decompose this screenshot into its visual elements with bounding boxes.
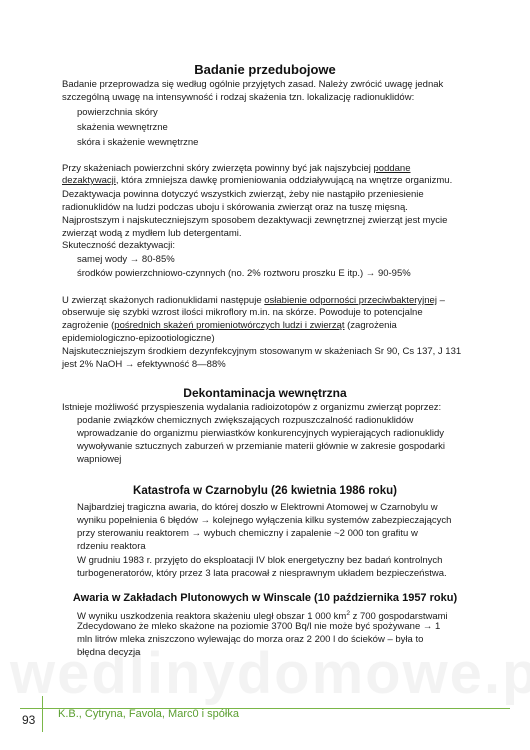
intro-line: szczególną uwagę na intensywność i rodzaj skażenia tzn. lokalizację radionuklidów: — [62, 92, 415, 103]
footer-vertical-divider — [42, 696, 43, 732]
paragraph-line: zwierząt wodą z mydłem lub detergentami. — [62, 228, 242, 239]
effectiveness-item: samej wody → 80-85% — [77, 254, 175, 265]
paragraph-line: rdzeniu reaktora — [77, 541, 146, 552]
paragraph-line: obserwuje się szybki wzrost ilości mikroflory m.in. na skórze. Powoduje to potencjalne — [62, 307, 423, 318]
method-item: wywoływanie sztucznych zaburzeń w przemianie materii głównie w zakresie gospodarki — [77, 441, 446, 452]
paragraph-line: W grudniu 1983 r. przyjęto do eksploatacji IV blok energetyczny bez badań kontrolnych — [77, 555, 443, 566]
footer-authors: K.B., Cytryna, Favola, Marc0 i spółka — [58, 708, 239, 720]
paragraph-line: U zwierząt skażonych radionuklidami następuje osłabienie odporności przeciwbakteryjnej – — [62, 295, 445, 306]
paragraph-line: Zdecydowano że mleko skażone na poziomie 3700 Bq/l nie może być spożywane → 1 — [77, 621, 441, 632]
method-item: podanie związków chemicznych zwiększających rozpuszczalność radionuklidów — [77, 415, 414, 426]
paragraph-line: epidemiologiczno-epizootiologiczne) — [62, 333, 215, 344]
paragraph-line: Przy skażeniach powierzchni skóry zwierzęta powinny być jak najszybciej poddane — [62, 163, 411, 174]
section-title-winscale: Awaria w Zakładach Plutonowych w Winscale (10 października 1957 roku) — [72, 592, 458, 604]
underlined-term: dezaktywacji — [62, 175, 116, 186]
method-item: wprowadzanie do organizmu pierwiastków konkurencyjnych wypierających radionuklidy — [77, 428, 444, 439]
page-number: 93 — [22, 713, 36, 727]
paragraph-line: turbogeneratorów, który przez 3 lata pracował z niesprawnym układem bezpieczeństwa. — [77, 568, 447, 579]
section-title-dekontaminacja: Dekontaminacja wewnętrzna — [183, 386, 347, 400]
section-title-czarnobyl: Katastrofa w Czarnobylu (26 kwietnia 1986 roku) — [133, 485, 397, 497]
location-item: powierzchnia skóry — [77, 107, 158, 118]
paragraph-line: Najbardziej tragiczna awaria, do której doszło w Elektrowni Atomowej w Czarnobylu w — [77, 502, 438, 513]
paragraph-line: Najskuteczniejszym środkiem dezynfekcyjnym stosowanym w skażeniach Sr 90, Cs 137, J 131 — [62, 346, 462, 357]
paragraph-line: dezaktywacji, która zmniejsza dawkę promieniowania oddziaływującą na wnętrze organizmu. — [62, 175, 453, 186]
location-item: skóra i skażenie wewnętrzne — [77, 137, 199, 148]
paragraph-line: błędna decyzja — [77, 647, 141, 658]
paragraph-line: Istnieje możliwość przyspieszenia wydalania radioizotopów z organizmu zwierząt poprzez: — [62, 402, 442, 413]
underlined-term: pośrednich skażeń promieniotwórczych ludzi i zwierząt — [114, 320, 345, 331]
paragraph-line: wyniku popełnienia 6 błędów → kolejnego wyłączenia kilku systemów zabezpieczających — [77, 515, 452, 526]
underlined-term: poddane — [373, 163, 411, 174]
section-title-badanie: Badanie przedubojowe — [194, 62, 336, 77]
intro-line: Badanie przeprowadza się według ogólnie przyjętych zasad. Należy zwrócić uwagę jednak — [62, 79, 444, 90]
underlined-term: osłabienie odporności przeciwbakteryjnej — [264, 295, 437, 306]
effectiveness-item: środków powierzchniowo-czynnych (no. 2% roztworu proszku E itp.) → 90-95% — [77, 268, 411, 279]
paragraph-line: zagrożenie (pośrednich skażeń promieniotwórczych ludzi i zwierząt (zagrożenia — [62, 320, 397, 331]
paragraph-line: przy sterowaniu reaktorem → wybuch chemiczny i zapalenie ~2 000 ton grafitu w — [77, 528, 418, 539]
paragraph-line: jest 2% NaOH → efektywność 8—88% — [62, 359, 226, 370]
paragraph-line: Najprostszym i najskuteczniejszym sposobem dezaktywacji zewnętrznej zwierząt jest mycie — [62, 215, 448, 226]
method-item: wapniowej — [77, 454, 122, 465]
paragraph-line: mln litrów mleka zniszczono wylewając do morza oraz 2 200 l do ścieków – była to — [77, 634, 424, 645]
location-item: skażenia wewnętrzne — [77, 122, 168, 133]
paragraph-line: radionuklidów na ludzi podczas uboju i skórowania zwierząt oraz na tuszę mięsną. — [62, 202, 408, 213]
paragraph-line: Skuteczność dezaktywacji: — [62, 240, 175, 251]
paragraph-line: W wyniku uszkodzenia reaktora skażeniu uległ obszar 1 000 $km^2$ z 700 gospodarstwami — [77, 610, 448, 623]
paragraph-line: Dezaktywacja powinna dotyczyć wszystkich zwierząt, żeby nie nastąpiło przeniesienie — [62, 189, 424, 200]
